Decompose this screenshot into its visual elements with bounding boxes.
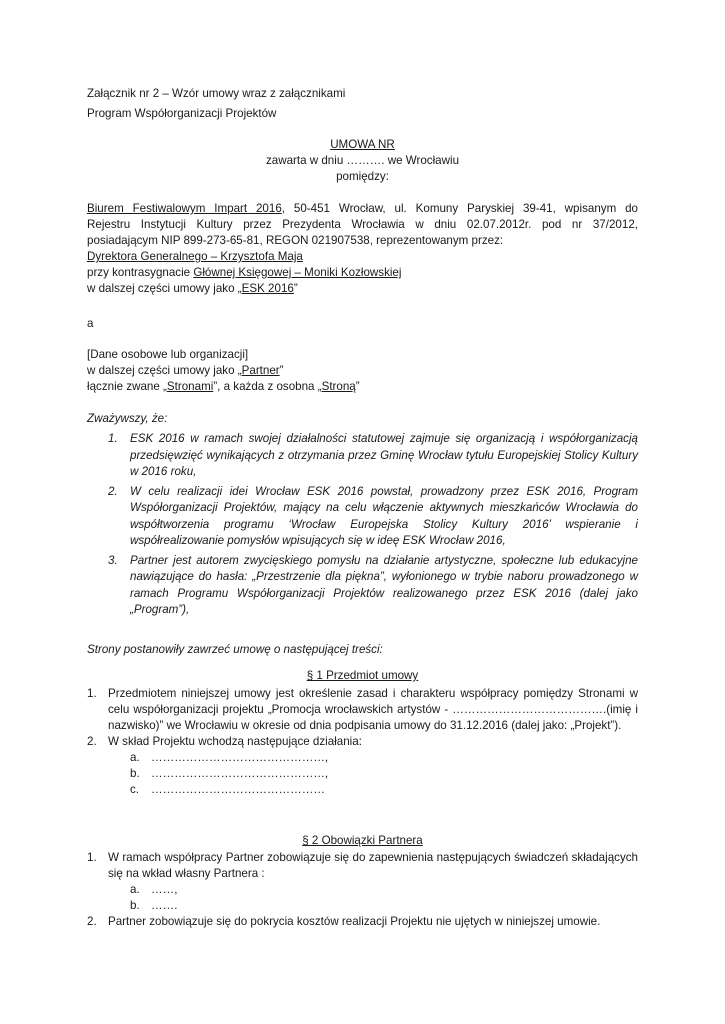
sub-letter: b. <box>130 767 140 780</box>
sub-text: ………………………………………, <box>151 751 329 764</box>
whereas-num: 3. <box>108 553 118 567</box>
item-num: 1. <box>87 851 97 864</box>
alias-suffix: ” <box>293 282 298 295</box>
subitem <box>87 898 638 914</box>
party2-alias-suffix: ” <box>279 364 284 377</box>
whereas-list <box>87 431 638 619</box>
joint-party: Stroną <box>321 380 356 393</box>
section2-title <box>0 833 725 849</box>
contract-title-text: UMOWA NR <box>330 138 395 151</box>
sub-text: ……. <box>151 899 178 912</box>
party2-alias: Partner <box>241 364 280 377</box>
whereas-closing: Strony postanowiły zawrzeć umowę o następującej treści: <box>87 643 383 656</box>
joint-mid: ”, a każda z osobna „ <box>213 380 322 393</box>
section1-item <box>87 734 638 750</box>
conjunction: a <box>87 317 94 330</box>
party1-alias-line <box>87 281 638 297</box>
whereas-item <box>87 431 638 481</box>
item-text: W skład Projektu wchodzą następujące działania: <box>108 735 362 748</box>
sub-letter: c. <box>130 783 140 796</box>
joint-prefix: łącznie zwane „ <box>87 380 167 393</box>
sub-letter: a. <box>130 883 140 896</box>
attachment-header: Załącznik nr 2 – Wzór umowy wraz z załącznikami <box>87 87 346 100</box>
whereas-item <box>87 484 638 550</box>
program-header: Program Współorganizacji Projektów <box>87 107 277 120</box>
whereas-text: Partner jest autorem zwycięskiego pomysłu na działanie artystyczne, społeczne lub edukacyjne nawiązujące do hasła: „Przestrzenie dla piękna”, wyłonionego w trybie naboru prowadzonego w ramach Programu Współorganizacji Projektów realizowanego przez ESK 2016 (dalej jako „Program”), <box>130 553 638 616</box>
party2-data: [Dane osobowe lub organizacji] <box>87 348 249 361</box>
sub-text: ……, <box>151 883 178 896</box>
countersign-name: Głównej Księgowej – Moniki Kozłowskiej <box>193 266 402 279</box>
party1-representative <box>87 249 638 265</box>
section1-item <box>87 686 638 734</box>
whereas-num: 1. <box>108 432 118 445</box>
section2-title-text: § 2 Obowiązki Partnera <box>302 834 423 847</box>
party1-alias: ESK 2016 <box>241 282 294 295</box>
representative-name: Dyrektora Generalnego – Krzysztofa Maja <box>87 250 303 263</box>
joint-line <box>87 379 638 395</box>
subitem <box>87 882 638 898</box>
sub-letter: b. <box>130 899 140 912</box>
contract-title <box>0 137 725 153</box>
item-text: W ramach współpracy Partner zobowiązuje się do zapewnienia następujących świadczeń składających się na wkład własny Partnera : <box>108 851 638 880</box>
subitem <box>87 766 638 782</box>
party1-countersign <box>87 265 638 281</box>
section1-title-text: § 1 Przedmiot umowy <box>306 669 419 682</box>
sub-letter: a. <box>130 751 140 764</box>
item-num: 1. <box>87 687 97 700</box>
party2-alias-prefix: w dalszej części umowy jako „ <box>87 364 242 377</box>
sub-text: ……………………………………… <box>151 783 325 796</box>
section1-title <box>0 668 725 684</box>
whereas-num: 2. <box>108 484 118 498</box>
contract-date-line: zawarta w dniu ………. we Wrocławiu <box>265 154 460 167</box>
between-line: pomiędzy: <box>336 170 389 183</box>
item-num: 2. <box>87 915 97 928</box>
alias-prefix: w dalszej części umowy jako „ <box>87 282 242 295</box>
party2-alias-line <box>87 363 638 379</box>
party1-line2: Rejestru Instytucji Kultury przez Prezydenta Wrocławia w dniu 02.07.2012r. pod nr 37/2012, <box>87 218 638 231</box>
item-text: Partner zobowiązuje się do pokrycia kosztów realizacji Projektu nie ujętych w niniejszej umowie. <box>108 915 601 928</box>
party1-line3: posiadającym NIP 899-273-65-81, REGON 021907538, reprezentowanym przez: <box>87 234 504 247</box>
whereas-item <box>87 553 638 619</box>
section2-item <box>87 914 638 930</box>
item-text: Przedmiotem niniejszej umowy jest określenie zasad i charakteru współpracy pomiędzy Stronami w celu współorganizacji projektu „Promocja wrocławskich artystów - ………………………………….(imię i nazwisko)” we Wrocławiu w okresie od dnia podpisania umowy do 31.12.2016 (dalej jako: „Projekt”). <box>108 687 638 732</box>
party1-name: Biurem Festiwalowym Impart 2016 <box>87 202 282 215</box>
sub-text: ………………………………………, <box>151 767 329 780</box>
party2-block <box>87 347 638 395</box>
subitem <box>87 782 638 798</box>
section2-item <box>87 850 638 882</box>
party1-block <box>87 201 638 297</box>
joint-suffix: ” <box>355 380 360 393</box>
whereas-text: ESK 2016 w ramach swojej działalności statutowej zajmuje się organizacją i współorganizacją przedsięwzięć wynikających z otrzymania przez Gminę Wrocław tytułu Europejskiej Stolicy Kultury w 2016 roku, <box>130 432 638 478</box>
item-num: 2. <box>87 735 97 748</box>
party1-address: , 50-451 Wrocław, ul. Komuny Paryskiej 39-41, wpisanym do <box>281 202 638 215</box>
party1-line1 <box>87 201 638 217</box>
section1-list <box>87 686 638 798</box>
countersign-prefix: przy kontrasygnacie <box>87 266 194 279</box>
whereas-text: W celu realizacji idei Wrocław ESK 2016 powstał, prowadzony przez ESK 2016, Program Współorganizacji Projektów, mający na celu włączenie aktywnych mieszkańców Wrocławia do współtworzenia programu ‘Wrocław Europejska Stolicy Kultury 2016’ wspieranie i współrealizowanie pomysłów wpisujących się w ideę ESK Wrocław 2016, <box>130 484 638 547</box>
section2-list <box>87 850 638 930</box>
subitem <box>87 750 638 766</box>
joint-parties: Stronami <box>166 380 214 393</box>
whereas-intro: Zważywszy, że: <box>87 412 168 425</box>
